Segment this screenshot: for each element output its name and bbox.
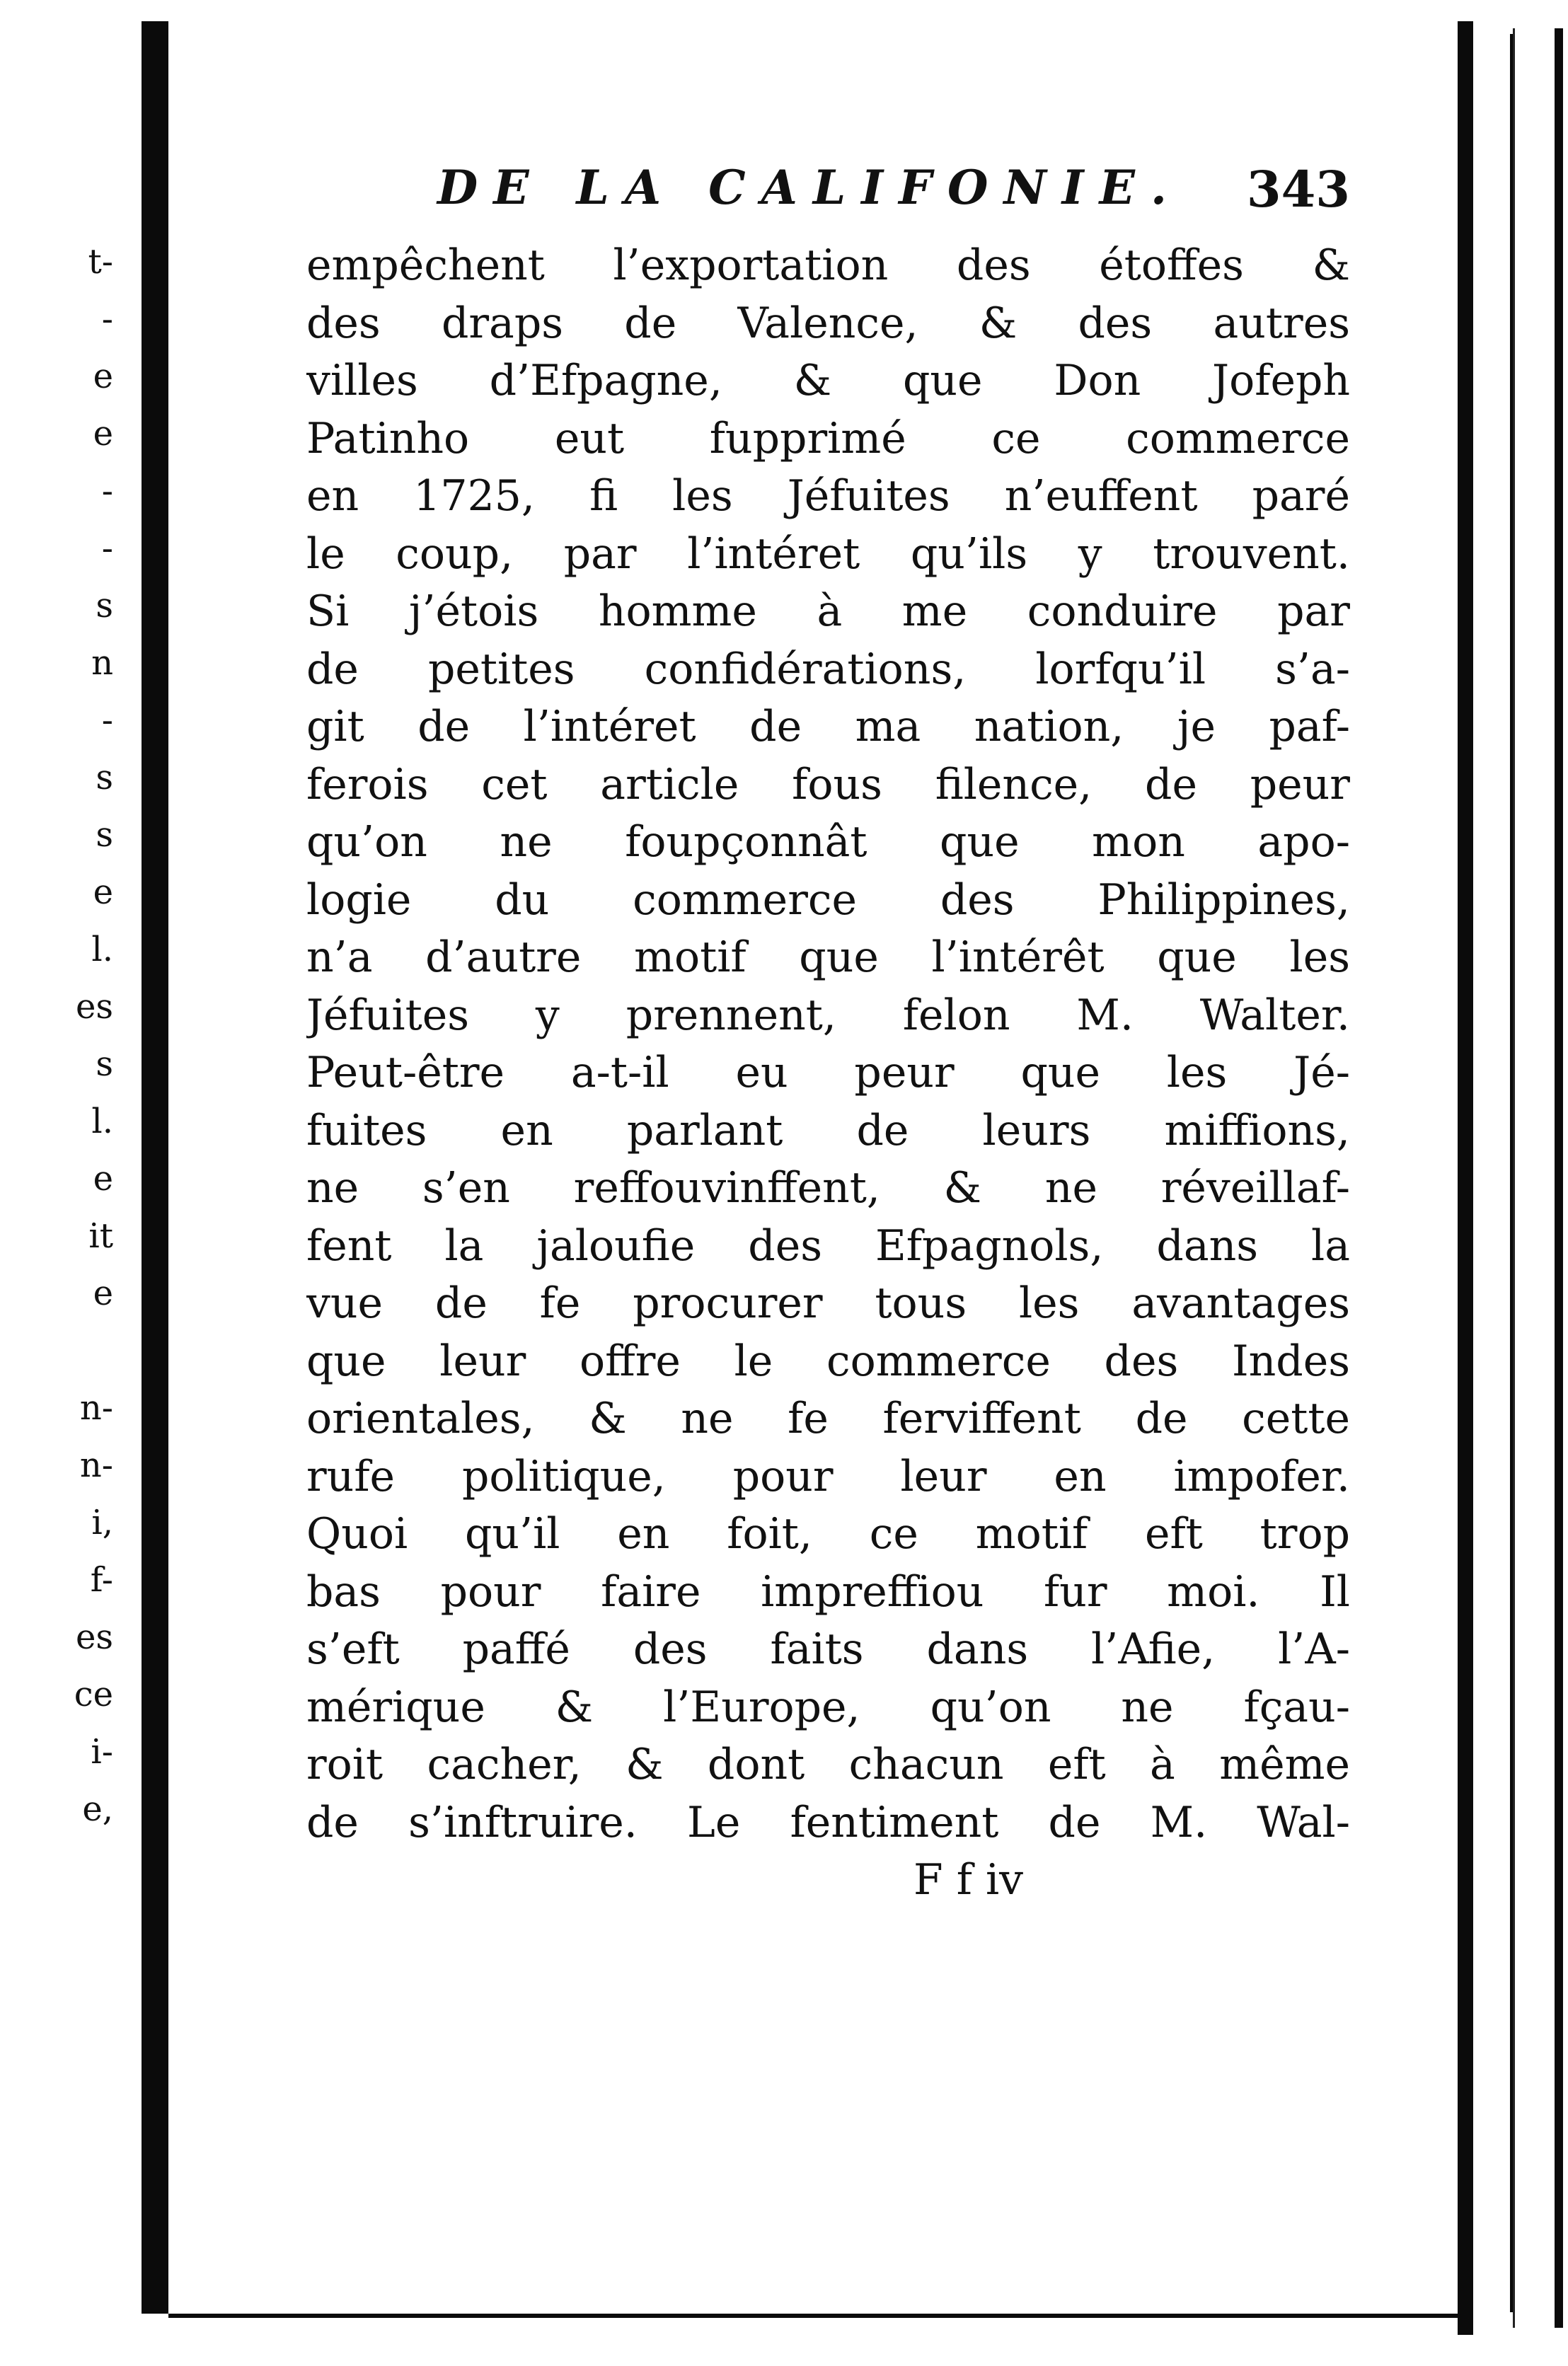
page-edge-leaf <box>1513 28 1563 2328</box>
left-fragment: s <box>96 758 113 797</box>
text-line: ferois cet article fous filence, de peur <box>306 759 1350 809</box>
body-text <box>306 237 1350 1852</box>
left-fragment: e <box>93 414 113 454</box>
running-head <box>437 160 1350 225</box>
left-fragment: - <box>101 299 113 339</box>
left-fragment: es <box>75 987 113 1027</box>
left-fragment: i- <box>91 1732 113 1772</box>
text-line: ne s’en reffouvinffent, & ne réveillaf- <box>306 1163 1350 1213</box>
left-fragment: n- <box>79 1445 113 1485</box>
text-line: que leur offre le commerce des Indes <box>306 1336 1350 1386</box>
left-fragment: e <box>93 357 113 396</box>
page-edge-shadow <box>1458 21 1473 2335</box>
text-line: Jéfuites y prennent, felon M. Walter. <box>306 990 1350 1040</box>
page-number: 343 <box>1246 160 1350 219</box>
text-line: villes d’Efpagne, & que Don Jofeph <box>306 356 1350 405</box>
text-line: Quoi qu’il en foit, ce motif eft trop <box>306 1509 1350 1559</box>
text-line: des draps de Valence, & des autres <box>306 298 1350 348</box>
text-line: fent la jaloufie des Efpagnols, dans la <box>306 1220 1350 1271</box>
left-fragment: s <box>96 586 113 625</box>
left-page-edge <box>0 0 142 2366</box>
left-fragment: n <box>91 643 113 683</box>
left-fragment: - <box>101 471 113 511</box>
book-page <box>168 21 1458 2318</box>
text-line: le coup, par l’intéret qu’ils y trouvent. <box>306 529 1350 579</box>
left-fragment: l. <box>91 930 113 969</box>
left-fragment: it <box>88 1216 113 1256</box>
left-fragment: e <box>93 872 113 912</box>
text-line: Peut-être a-t-il eu peur que les Jé- <box>306 1048 1350 1097</box>
text-line: qu’on ne foupçonnât que mon apo- <box>306 817 1350 867</box>
text-line: fuites en parlant de leurs miffions, <box>306 1105 1350 1155</box>
text-line: logie du commerce des Philippines, <box>306 875 1350 925</box>
book-gutter <box>142 21 168 2314</box>
running-title: DE LA CALIFONIE. <box>437 160 1182 215</box>
left-fragment: s <box>96 1044 113 1084</box>
text-line: en 1725, fi les Jéfuites n’euffent paré <box>306 471 1350 521</box>
left-fragment: s <box>96 815 113 855</box>
left-fragment: e, <box>82 1789 113 1829</box>
text-line: mérique & l’Europe, qu’on ne fçau- <box>306 1682 1350 1732</box>
left-fragment: i, <box>91 1503 113 1542</box>
left-fragment: es <box>75 1617 113 1657</box>
signature-mark: F f iv <box>913 1855 1024 1905</box>
left-fragment: ce <box>74 1675 113 1714</box>
left-fragment: e <box>93 1159 113 1199</box>
text-line: vue de fe procurer tous les avantages <box>306 1279 1350 1328</box>
left-fragment: f- <box>90 1560 113 1600</box>
text-line: empêchent l’exportation des étoffes & <box>306 241 1350 290</box>
text-line: de s’inftruire. Le fentiment de M. Wal- <box>306 1797 1350 1847</box>
text-line: s’eft paffé des faits dans l’Afie, l’A- <box>306 1625 1350 1674</box>
left-fragment: - <box>101 700 113 740</box>
text-line: Patinho eut fupprimé ce commerce <box>306 413 1350 463</box>
text-line: git de l’intéret de ma nation, je paf- <box>306 702 1350 751</box>
left-fragment: - <box>101 529 113 568</box>
text-line: roit cacher, & dont chacun eft à même <box>306 1740 1350 1789</box>
left-fragment <box>0 1322 142 1380</box>
left-fragment: t- <box>88 242 113 282</box>
left-fragment: e <box>93 1274 113 1313</box>
text-line: Si j’étois homme à me conduire par <box>306 587 1350 636</box>
text-line: rufe politique, pour leur en impofer. <box>306 1451 1350 1501</box>
left-page-fragments <box>0 233 142 1838</box>
left-fragment: l. <box>91 1102 113 1141</box>
page-edge-leaf <box>1473 34 1513 2312</box>
text-line: de petites confidérations, lorfqu’il s’a- <box>306 644 1350 694</box>
text-line: bas pour faire impreffiou fur moi. Il <box>306 1566 1350 1617</box>
text-line: orientales, & ne fe ferviffent de cette <box>306 1394 1350 1443</box>
left-fragment: n- <box>79 1388 113 1428</box>
text-line: n’a d’autre motif que l’intérêt que les <box>306 933 1350 982</box>
